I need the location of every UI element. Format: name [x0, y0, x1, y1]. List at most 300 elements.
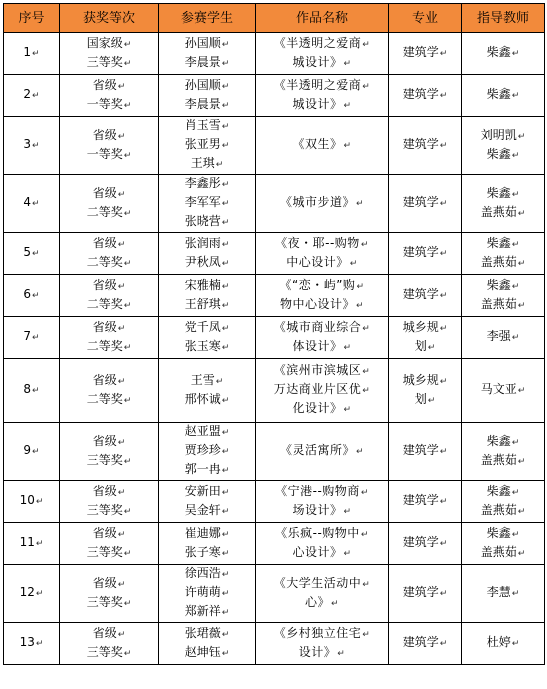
return-mark-icon: ↵: [221, 199, 230, 209]
cell-major: [389, 565, 462, 623]
return-mark-icon: ↵: [517, 131, 526, 142]
return-mark-icon: ↵: [32, 386, 40, 396]
cell-students-line: [161, 319, 253, 338]
cell-teacher-line: [464, 235, 542, 254]
cell-students-line: [161, 117, 253, 136]
cell-award-line: [62, 391, 156, 410]
cell-students-line: [161, 155, 253, 174]
cell-award-text: 三等奖: [86, 452, 123, 467]
cell-work: [256, 175, 389, 233]
return-mark-icon: ↵: [32, 291, 40, 301]
cell-work: [256, 423, 389, 481]
cell-award-text: 一等奖: [86, 96, 123, 111]
return-mark-icon: ↵: [362, 579, 371, 590]
cell-award: [60, 117, 159, 175]
cell-award-line: [62, 35, 156, 54]
cell-award-text: 省级: [92, 277, 117, 292]
cell-no: [4, 275, 60, 317]
cell-award-text: 省级: [92, 575, 117, 590]
cell-award-line: [62, 235, 156, 254]
cell-students-text: 张玉寒: [184, 338, 221, 353]
cell-students-line: [161, 96, 253, 115]
cell-no-line: [6, 328, 57, 347]
return-mark-icon: ↵: [32, 249, 40, 259]
cell-students-line: [161, 525, 253, 544]
return-mark-icon: ↵: [362, 386, 371, 396]
return-mark-icon: ↵: [123, 648, 132, 659]
cell-work-text: 《半透明之爱商: [273, 77, 362, 92]
cell-teacher-text: 柴鑫: [486, 235, 511, 250]
return-mark-icon: ↵: [360, 529, 369, 540]
cell-work-line: [258, 400, 386, 419]
cell-no: [4, 317, 60, 359]
cell-work-text: 物中心设计》: [279, 296, 355, 311]
cell-award-line: [62, 433, 156, 452]
cell-work-text: 《双生》: [292, 137, 343, 151]
cell-no-text: 13: [19, 635, 35, 649]
cell-no-line: [6, 44, 57, 63]
cell-teacher-text: 盖燕茹: [480, 502, 517, 517]
table-row: [4, 75, 545, 117]
return-mark-icon: ↵: [117, 239, 126, 250]
return-mark-icon: ↵: [517, 300, 526, 311]
cell-award-text: 三等奖: [86, 544, 123, 559]
cell-award-line: [62, 525, 156, 544]
cell-major: [389, 523, 462, 565]
cell-students-line: [161, 544, 253, 563]
cell-no-line: [6, 244, 57, 263]
cell-students-text: 宋雅楠: [184, 277, 221, 292]
cell-no: [4, 481, 60, 523]
cell-major: [389, 623, 462, 665]
table-row: [4, 481, 545, 523]
return-mark-icon: ↵: [439, 589, 448, 599]
return-mark-icon: ↵: [511, 150, 520, 161]
cell-teacher-line: [464, 204, 542, 223]
cell-major-text: 建筑学: [402, 45, 439, 59]
cell-work-text: 城设计》: [292, 96, 343, 111]
return-mark-icon: ↵: [123, 58, 132, 69]
cell-teacher-text: 柴鑫: [486, 433, 511, 448]
cell-students-text: 张晓营: [184, 214, 221, 228]
return-mark-icon: ↵: [356, 281, 365, 292]
return-mark-icon: ↵: [221, 529, 230, 540]
return-mark-icon: ↵: [517, 506, 526, 517]
return-mark-icon: ↵: [221, 100, 230, 111]
cell-students-text: 张润雨: [184, 235, 221, 250]
cell-work-line: [258, 319, 386, 338]
return-mark-icon: ↵: [439, 141, 448, 151]
table-row: [4, 33, 545, 75]
cell-work-text: 设计》: [298, 644, 337, 659]
cell-teacher-line: [464, 254, 542, 273]
cell-major-line: [391, 442, 459, 461]
cell-major-line: [391, 286, 459, 305]
cell-no-text: 9: [23, 443, 32, 457]
cell-no: [4, 423, 60, 481]
cell-major-line: [391, 194, 459, 213]
cell-teacher: [462, 359, 545, 423]
cell-teacher-line: [464, 544, 542, 563]
cell-major: [389, 481, 462, 523]
return-mark-icon: ↵: [123, 39, 132, 50]
cell-award-line: [62, 594, 156, 613]
cell-students-text: 李晨景: [184, 96, 221, 111]
cell-no-text: 12: [19, 585, 35, 599]
cell-work-text: 心》: [304, 594, 330, 609]
cell-no-line: [6, 492, 57, 511]
cell-no: [4, 75, 60, 117]
return-mark-icon: ↵: [355, 199, 365, 209]
cell-work-line: [258, 96, 386, 115]
cell-students-line: [161, 584, 253, 603]
cell-work-line: [258, 483, 386, 502]
return-mark-icon: ↵: [221, 447, 230, 457]
cell-students-line: [161, 625, 253, 644]
return-mark-icon: ↵: [35, 639, 44, 649]
return-mark-icon: ↵: [215, 160, 224, 170]
header-cell-work: 作品名称: [256, 4, 389, 33]
return-mark-icon: ↵: [35, 589, 44, 599]
cell-major-line: [391, 244, 459, 263]
return-mark-icon: ↵: [511, 487, 520, 498]
cell-major: [389, 359, 462, 423]
cell-students-line: [161, 213, 253, 232]
cell-major: [389, 423, 462, 481]
cell-no: [4, 523, 60, 565]
return-mark-icon: ↵: [117, 281, 126, 292]
cell-work-text: 《大学生活动中: [273, 575, 362, 590]
header-cell-students: 参赛学生: [159, 4, 256, 33]
return-mark-icon: ↵: [343, 506, 352, 517]
return-mark-icon: ↵: [439, 291, 448, 301]
cell-award-line: [62, 452, 156, 471]
cell-work-line: [258, 194, 386, 213]
cell-work: [256, 623, 389, 665]
return-mark-icon: ↵: [221, 428, 230, 438]
return-mark-icon: ↵: [355, 300, 365, 311]
cell-teacher: [462, 175, 545, 233]
cell-students-line: [161, 372, 253, 391]
cell-students-text: 吴金轩: [184, 502, 221, 517]
cell-no-text: 7: [23, 329, 32, 343]
cell-award-text: 省级: [92, 625, 117, 640]
cell-award-line: [62, 575, 156, 594]
cell-major-text: 城乡规: [402, 372, 439, 387]
return-mark-icon: ↵: [221, 395, 230, 406]
cell-teacher-line: [464, 86, 542, 105]
return-mark-icon: ↵: [123, 208, 132, 219]
cell-teacher-line: [464, 328, 542, 347]
cell-students-text: 王雪: [190, 372, 215, 387]
cell-students-line: [161, 277, 253, 296]
cell-teacher-line: [464, 634, 542, 653]
table-row: [4, 623, 545, 665]
cell-teacher: [462, 275, 545, 317]
cell-no: [4, 175, 60, 233]
return-mark-icon: ↵: [439, 447, 448, 457]
cell-award-line: [62, 338, 156, 357]
cell-no-line: [6, 286, 57, 305]
cell-major-text: 划: [414, 338, 427, 353]
cell-work: [256, 523, 389, 565]
cell-teacher-line: [464, 127, 542, 146]
cell-teacher-text: 刘明凯: [480, 127, 517, 142]
cell-award: [60, 317, 159, 359]
return-mark-icon: ↵: [117, 323, 126, 334]
cell-award: [60, 233, 159, 275]
cell-major: [389, 317, 462, 359]
return-mark-icon: ↵: [117, 529, 126, 540]
return-mark-icon: ↵: [123, 300, 132, 311]
cell-students-text: 党千凤: [184, 319, 221, 334]
cell-work-line: [258, 296, 386, 315]
cell-work-line: [258, 136, 386, 155]
cell-students-line: [161, 423, 253, 442]
cell-students-line: [161, 136, 253, 155]
cell-work-line: [258, 54, 386, 73]
cell-no-line: [6, 534, 57, 553]
cell-students-line: [161, 644, 253, 663]
cell-students-line: [161, 483, 253, 502]
return-mark-icon: ↵: [123, 258, 132, 269]
cell-award-line: [62, 77, 156, 96]
table-row: [4, 117, 545, 175]
return-mark-icon: ↵: [343, 58, 352, 69]
cell-award-text: 省级: [92, 433, 117, 448]
cell-no-text: 11: [19, 535, 35, 549]
cell-no: [4, 233, 60, 275]
return-mark-icon: ↵: [32, 91, 40, 101]
return-mark-icon: ↵: [221, 81, 230, 92]
return-mark-icon: ↵: [221, 39, 230, 50]
table-row: [4, 523, 545, 565]
return-mark-icon: ↵: [117, 81, 126, 92]
cell-students-text: 孙国顺: [184, 35, 221, 50]
cell-work-line: [258, 625, 386, 644]
cell-teacher-line: [464, 525, 542, 544]
cell-work: [256, 565, 389, 623]
cell-students: [159, 317, 256, 359]
cell-students: [159, 75, 256, 117]
table-row: [4, 317, 545, 359]
cell-work: [256, 317, 389, 359]
header-row: [4, 4, 545, 33]
cell-students-line: [161, 54, 253, 73]
cell-award: [60, 359, 159, 423]
return-mark-icon: ↵: [221, 323, 230, 334]
cell-students-line: [161, 235, 253, 254]
cell-award-line: [62, 625, 156, 644]
cell-major-line: [391, 338, 459, 357]
cell-students-text: 王琪: [190, 156, 215, 170]
return-mark-icon: ↵: [32, 447, 40, 457]
cell-teacher-text: 盖燕茹: [480, 254, 517, 269]
return-mark-icon: ↵: [221, 589, 230, 599]
cell-work-line: [258, 575, 386, 594]
cell-no-line: [6, 136, 57, 155]
return-mark-icon: ↵: [117, 579, 126, 590]
cell-award: [60, 275, 159, 317]
cell-no-line: [6, 442, 57, 461]
cell-work-line: [258, 502, 386, 521]
return-mark-icon: ↵: [343, 405, 352, 415]
cell-major: [389, 233, 462, 275]
cell-no-line: [6, 194, 57, 213]
cell-students-text: 安新田: [184, 483, 221, 498]
cell-work: [256, 117, 389, 175]
cell-award: [60, 75, 159, 117]
cell-work-text: 场设计》: [292, 502, 343, 517]
cell-students: [159, 423, 256, 481]
return-mark-icon: ↵: [221, 218, 230, 228]
return-mark-icon: ↵: [123, 598, 132, 609]
return-mark-icon: ↵: [221, 258, 230, 269]
return-mark-icon: ↵: [221, 281, 230, 292]
return-mark-icon: ↵: [330, 598, 340, 609]
cell-students: [159, 275, 256, 317]
cell-students-line: [161, 565, 253, 584]
cell-teacher: [462, 623, 545, 665]
cell-teacher: [462, 523, 545, 565]
cell-major-text: 建筑学: [402, 287, 439, 301]
cell-award-line: [62, 544, 156, 563]
return-mark-icon: ↵: [123, 456, 132, 467]
return-mark-icon: ↵: [221, 629, 230, 640]
cell-work-line: [258, 544, 386, 563]
cell-award-text: 三等奖: [86, 502, 123, 517]
cell-award-text: 省级: [92, 483, 117, 498]
cell-award-line: [62, 185, 156, 204]
cell-work-line: [258, 338, 386, 357]
cell-students-text: 赵坤钰: [184, 644, 221, 659]
cell-teacher-text: 盖燕茹: [480, 296, 517, 311]
cell-teacher-text: 柴鑫: [486, 146, 511, 161]
return-mark-icon: ↵: [517, 208, 526, 219]
cell-major-line: [391, 372, 459, 391]
return-mark-icon: ↵: [35, 539, 44, 549]
return-mark-icon: ↵: [117, 629, 126, 640]
return-mark-icon: ↵: [35, 497, 44, 507]
cell-teacher-text: 柴鑫: [486, 525, 511, 540]
cell-work-text: 《灵活寓所》: [279, 443, 355, 457]
cell-work-text: 化设计》: [292, 401, 343, 415]
table-row: [4, 423, 545, 481]
cell-no: [4, 565, 60, 623]
header-cell-teacher: 指导教师: [462, 4, 545, 33]
cell-teacher: [462, 117, 545, 175]
cell-work-text: 《滨州市滨城区: [273, 363, 362, 377]
cell-major-text: 建筑学: [402, 493, 439, 507]
return-mark-icon: ↵: [511, 281, 520, 292]
cell-students-line: [161, 603, 253, 622]
cell-students: [159, 359, 256, 423]
table-row: [4, 359, 545, 423]
cell-work-text: 《“恋・屿”购: [279, 277, 356, 292]
cell-teacher-line: [464, 433, 542, 452]
cell-no-text: 5: [23, 245, 32, 259]
return-mark-icon: ↵: [355, 447, 365, 457]
return-mark-icon: ↵: [517, 548, 526, 559]
cell-award: [60, 565, 159, 623]
return-mark-icon: ↵: [221, 506, 230, 517]
cell-no: [4, 359, 60, 423]
return-mark-icon: ↵: [511, 437, 520, 448]
cell-students: [159, 623, 256, 665]
cell-teacher-text: 李慧: [486, 585, 511, 599]
return-mark-icon: ↵: [343, 141, 352, 151]
cell-work-text: 城设计》: [292, 54, 343, 69]
cell-teacher-line: [464, 452, 542, 471]
cell-major-text: 建筑学: [402, 535, 439, 549]
return-mark-icon: ↵: [221, 570, 230, 580]
cell-work: [256, 75, 389, 117]
return-mark-icon: ↵: [362, 629, 371, 640]
cell-award-text: 二等奖: [86, 296, 123, 311]
return-mark-icon: ↵: [343, 100, 352, 111]
cell-major-text: 建筑学: [402, 443, 439, 457]
return-mark-icon: ↵: [221, 239, 230, 250]
cell-major-text: 建筑学: [402, 137, 439, 151]
return-mark-icon: ↵: [221, 122, 230, 132]
return-mark-icon: ↵: [362, 323, 371, 334]
cell-award-text: 省级: [92, 235, 117, 250]
cell-students-text: 张珺薇: [184, 625, 221, 640]
cell-students-line: [161, 175, 253, 194]
cell-major: [389, 33, 462, 75]
cell-work-line: [258, 35, 386, 54]
cell-award-line: [62, 372, 156, 391]
return-mark-icon: ↵: [511, 239, 520, 250]
cell-no-line: [6, 634, 57, 653]
cell-award-line: [62, 146, 156, 165]
cell-students: [159, 117, 256, 175]
cell-work: [256, 275, 389, 317]
cell-teacher: [462, 233, 545, 275]
cell-teacher: [462, 423, 545, 481]
cell-work: [256, 233, 389, 275]
return-mark-icon: ↵: [362, 367, 371, 377]
header-cell-award: 获奖等次: [60, 4, 159, 33]
cell-students-text: 尹秋凤: [184, 254, 221, 269]
return-mark-icon: ↵: [117, 189, 126, 200]
cell-award-text: 二等奖: [86, 338, 123, 353]
return-mark-icon: ↵: [362, 39, 371, 50]
return-mark-icon: ↵: [337, 648, 346, 659]
cell-award-line: [62, 54, 156, 73]
cell-students-text: 张子寒: [184, 544, 221, 559]
cell-award-line: [62, 319, 156, 338]
cell-students-text: 孙国顺: [184, 77, 221, 92]
cell-students-text: 王舒琪: [184, 296, 221, 311]
cell-award-text: 三等奖: [86, 594, 123, 609]
cell-major: [389, 275, 462, 317]
cell-teacher-text: 柴鑫: [486, 483, 511, 498]
cell-work-text: 中心设计》: [286, 254, 349, 269]
cell-students-text: 赵亚盟: [184, 424, 221, 438]
cell-award-text: 二等奖: [86, 204, 123, 219]
cell-major-line: [391, 534, 459, 553]
cell-major-text: 城乡规: [402, 319, 439, 334]
cell-teacher-text: 盖燕茹: [480, 544, 517, 559]
cell-students-line: [161, 77, 253, 96]
cell-work-line: [258, 277, 386, 296]
cell-award-line: [62, 277, 156, 296]
cell-students-text: 许萌萌: [184, 585, 221, 599]
cell-teacher-text: 柴鑫: [486, 87, 511, 101]
return-mark-icon: ↵: [343, 548, 352, 559]
return-mark-icon: ↵: [439, 249, 448, 259]
